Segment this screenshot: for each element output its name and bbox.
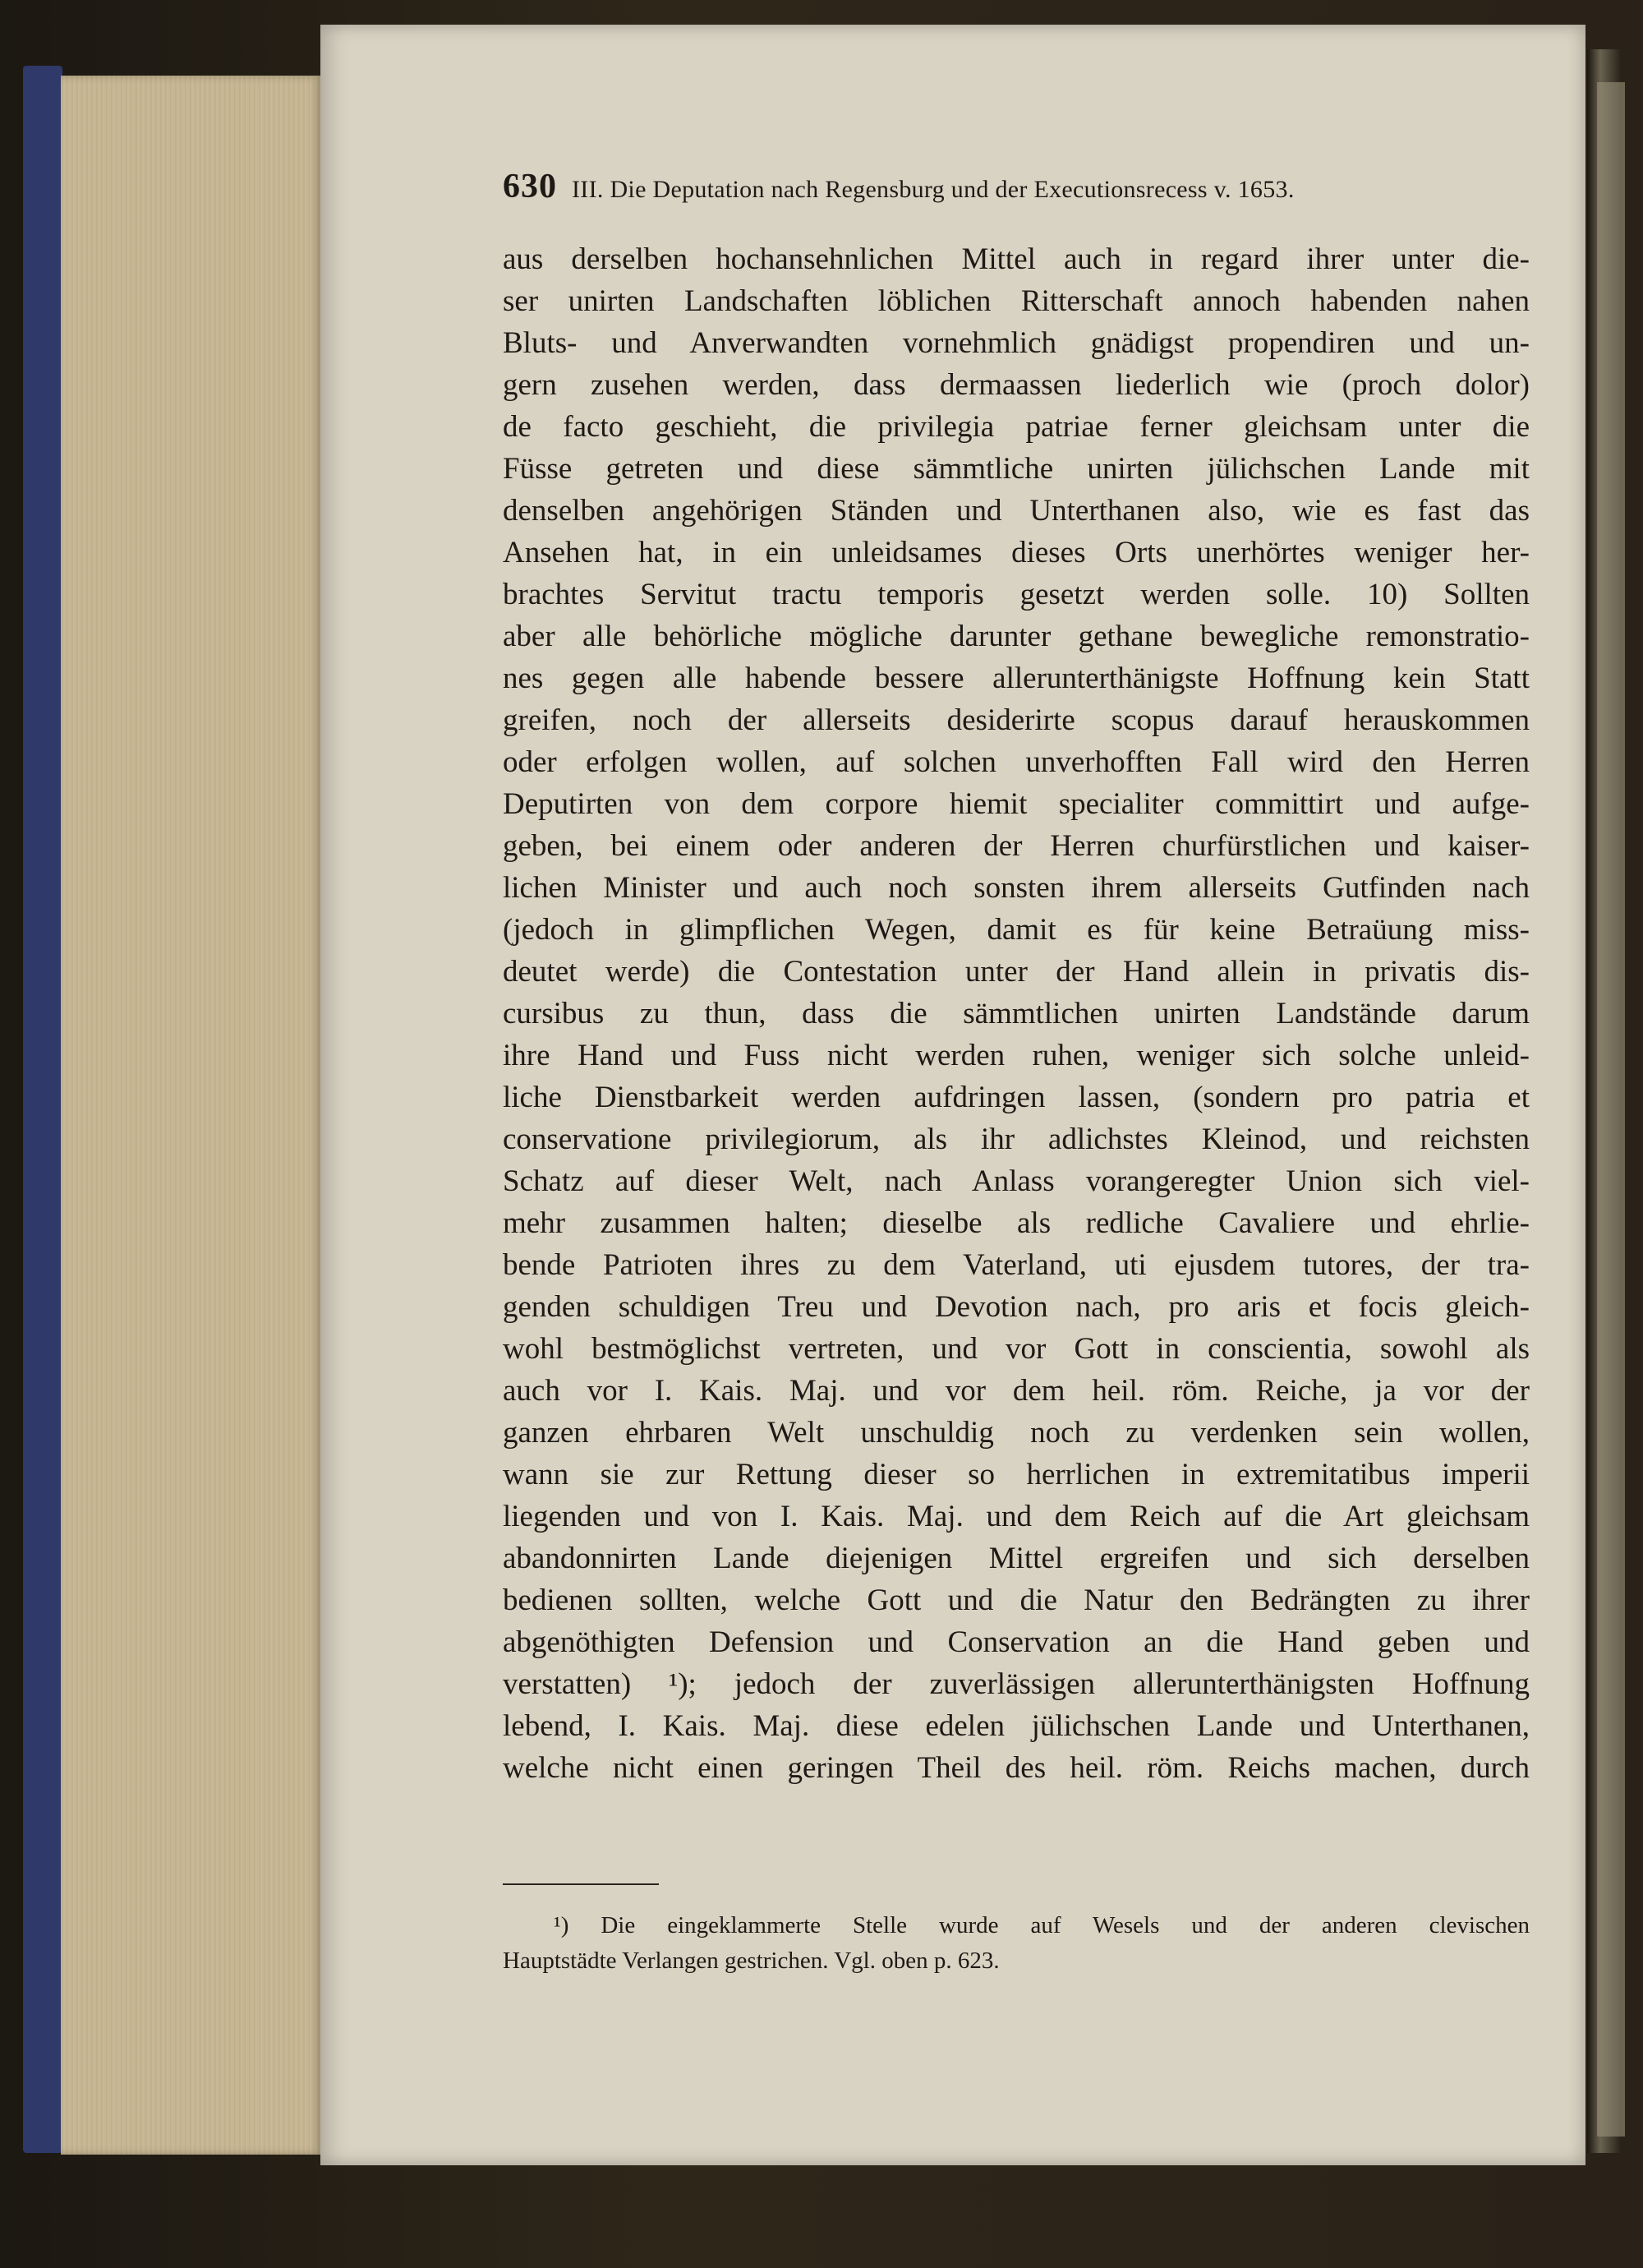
text-line: ihre Hand und Fuss nicht werden ruhen, weniger sich solche unleid- (503, 1039, 1530, 1072)
text-line: liche Dienstbarkeit werden aufdringen lassen, (sondern pro patria et (503, 1081, 1530, 1114)
text-line: denselben angehörigen Ständen und Unterthanen also, wie es fast das (503, 494, 1530, 528)
footnote (503, 1908, 1530, 1979)
text-line: Ansehen hat, in ein unleidsames dieses Orts unerhörtes weniger her- (503, 536, 1530, 569)
text-line: bende Patrioten ihres zu dem Vaterland, uti ejusdem tutores, der tra- (503, 1248, 1530, 1282)
text-line: verstatten) ¹); jedoch der zuverlässigen allerunterthänigsten Hoffnung (503, 1667, 1530, 1701)
text-line: nes gegen alle habende bessere allerunterthänigste Hoffnung kein Statt (503, 662, 1530, 695)
page-number: 630 (503, 168, 557, 205)
text-line: aus derselben hochansehnlichen Mittel auch in regard ihrer unter die- (503, 242, 1530, 276)
text-line: (jedoch in glimpflichen Wegen, damit es für keine Betraüung miss- (503, 913, 1530, 947)
text-line: bedienen sollten, welche Gott und die Natur den Bedrängten zu ihrer (503, 1583, 1530, 1617)
text-line: liegenden und von I. Kais. Maj. und dem Reich auf die Art gleichsam (503, 1500, 1530, 1533)
text-line: ganzen ehrbaren Welt unschuldig noch zu verdenken sein wollen, (503, 1416, 1530, 1450)
footnote-line: Hauptstädte Verlangen gestrichen. Vgl. oben p. 623. (503, 1948, 1000, 1974)
page-header (503, 167, 1530, 206)
text-line: wann sie zur Rettung dieser so herrlichen in extremitatibus imperii (503, 1458, 1530, 1491)
book-cover-edge (23, 66, 62, 2153)
text-line: wohl bestmöglichst vertreten, und vor Gott in conscientia, sowohl als (503, 1332, 1530, 1366)
text-line: gern zusehen werden, dass dermaassen liederlich wie (proch dolor) (503, 368, 1530, 402)
text-line: conservatione privilegiorum, als ihr adlichstes Kleinod, und reichsten (503, 1122, 1530, 1156)
text-line: Bluts- und Anverwandten vornehmlich gnädigst propendiren und un- (503, 326, 1530, 360)
text-line: geben, bei einem oder anderen der Herren churfürstlichen und kaiser- (503, 829, 1530, 863)
footnote-rule (503, 1883, 659, 1885)
facing-page-edge (1597, 82, 1625, 2137)
text-line: Deputirten von dem corpore hiemit specialiter committirt und aufge- (503, 787, 1530, 821)
body-text (503, 238, 1530, 1789)
text-line: lebend, I. Kais. Maj. diese edelen jülichschen Lande und Unterthanen, (503, 1709, 1530, 1743)
text-line: oder erfolgen wollen, auf solchen unverhofften Fall wird den Herren (503, 745, 1530, 779)
text-line: greifen, noch der allerseits desiderirte scopus darauf herauskommen (503, 703, 1530, 737)
text-line: lichen Minister und auch noch sonsten ihrem allerseits Gutfinden nach (503, 871, 1530, 905)
text-line: ser unirten Landschaften löblichen Ritterschaft annoch habenden nahen (503, 284, 1530, 318)
text-line: aber alle behörliche mögliche darunter gethane bewegliche remonstratio- (503, 620, 1530, 653)
running-head: III. Die Deputation nach Regensburg und der Executionsrecess v. 1653. (572, 176, 1295, 203)
text-line: abandonnirten Lande diejenigen Mittel ergreifen und sich derselben (503, 1542, 1530, 1575)
text-line: Füsse getreten und diese sämmtliche unirten jülichschen Lande mit (503, 452, 1530, 486)
text-line: abgenöthigten Defension und Conservation an die Hand geben und (503, 1625, 1530, 1659)
text-line: welche nicht einen geringen Theil des heil. röm. Reichs machen, durch (503, 1751, 1530, 1785)
text-line: mehr zusammen halten; dieselbe als redliche Cavaliere und ehrlie- (503, 1206, 1530, 1240)
page-stack-edges (61, 76, 322, 2155)
text-line: auch vor I. Kais. Maj. und vor dem heil. röm. Reiche, ja vor der (503, 1374, 1530, 1408)
text-line: deutet werde) die Contestation unter der Hand allein in privatis dis- (503, 955, 1530, 989)
footnote-line: ¹) Die eingeklammerte Stelle wurde auf Wesels und der anderen clevischen (554, 1912, 1530, 1938)
text-line: brachtes Servitut tractu temporis gesetzt werden solle. 10) Sollten (503, 578, 1530, 611)
text-line: cursibus zu thun, dass die sämmtlichen unirten Landstände darum (503, 997, 1530, 1030)
text-line: de facto geschieht, die privilegia patriae ferner gleichsam unter die (503, 410, 1530, 444)
text-line: Schatz auf dieser Welt, nach Anlass vorangeregter Union sich viel- (503, 1164, 1530, 1198)
text-line: genden schuldigen Treu und Devotion nach, pro aris et focis gleich- (503, 1290, 1530, 1324)
